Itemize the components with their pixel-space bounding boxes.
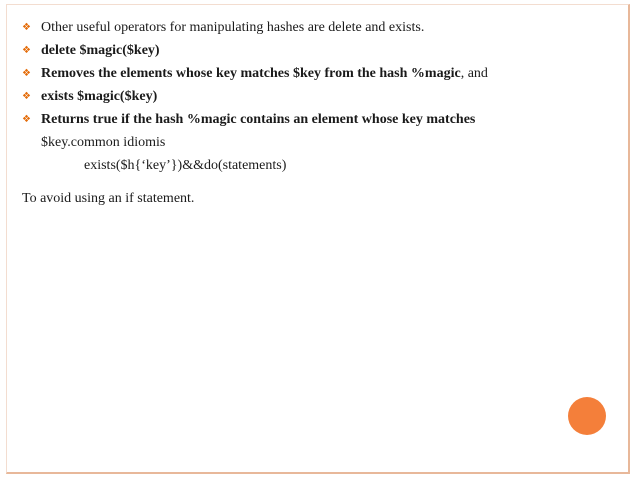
diamond-bullet-icon: ❖ [22, 68, 31, 79]
bullet-item [22, 62, 612, 85]
diamond-bullet-icon: ❖ [22, 91, 31, 102]
bullet-text: delete $magic($key) [41, 43, 160, 58]
bullet-text-normal: , and [460, 66, 488, 81]
bullet-item [22, 16, 612, 39]
slide-content [22, 16, 612, 210]
bullet-item [22, 85, 612, 108]
bullet-text-bold: Removes the elements whose key matches $key from the hash %magic [41, 66, 461, 81]
diamond-bullet-icon: ❖ [22, 22, 31, 33]
bullet-item [22, 39, 612, 62]
bullet-text-bold: Returns true if the hash %magic contains an element whose key matches [41, 112, 476, 127]
bullet-list [22, 16, 612, 154]
bullet-text-continuation: $key.common idiomis [41, 135, 166, 150]
orange-circle-decoration [568, 397, 606, 435]
bullet-item [22, 108, 612, 154]
diamond-bullet-icon: ❖ [22, 45, 31, 56]
code-example: exists($h{‘key’})&&do(statements) [84, 158, 287, 173]
bullet-text: Other useful operators for manipulating hashes are delete and exists. [41, 20, 425, 35]
bullet-text: exists $magic($key) [41, 89, 158, 104]
closing-text: To avoid using an if statement. [22, 191, 195, 206]
diamond-bullet-icon: ❖ [22, 114, 31, 125]
